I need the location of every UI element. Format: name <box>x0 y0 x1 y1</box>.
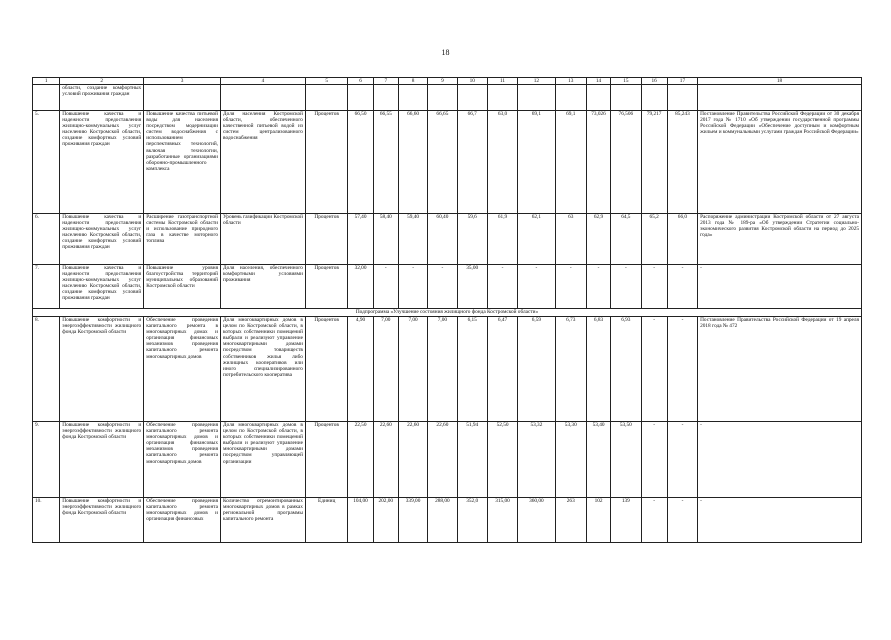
value-cell: 4,90 <box>348 317 373 422</box>
value-cell: 66,7 <box>457 111 487 214</box>
subprogram-title: Подпрограмма «Улучшение состояния жилищного фонда Костромской области» <box>33 309 862 317</box>
table-row <box>33 214 862 265</box>
value-cell: - <box>487 265 517 309</box>
value-cell: 59,40 <box>398 214 427 265</box>
value-cell: 6,83 <box>586 317 610 422</box>
basis-cell: - <box>698 498 862 543</box>
value-cell: 79,217 <box>641 111 667 214</box>
value-cell: 57,40 <box>348 214 373 265</box>
value-cell: 32,00 <box>348 265 373 309</box>
value-cell: 69,1 <box>518 111 555 214</box>
value-cell: - <box>641 498 667 543</box>
value-cell: 52,50 <box>487 422 517 498</box>
value-cell: - <box>641 422 667 498</box>
value-cell: 85,243 <box>667 111 697 214</box>
indicator-cell: Доля населения Костромской области, обеспеченного качественной питьевой водой из систем централизованного водоснабжения <box>221 111 306 214</box>
row-number-cell: 5. <box>33 111 60 214</box>
value-cell: 22,60 <box>373 422 398 498</box>
subprogram-row <box>33 309 862 317</box>
value-cell: - <box>428 265 457 309</box>
column-number-13: 13 <box>555 78 586 85</box>
basis-cell: - <box>698 265 862 309</box>
value-cell: - <box>641 265 667 309</box>
goal-cell: Повышение комфортности и энергоэффективности жилищного фонда Костромской области <box>60 498 144 543</box>
column-number-12: 12 <box>518 78 555 85</box>
value-cell: 62,1 <box>518 214 555 265</box>
column-number-9: 9 <box>428 78 457 85</box>
value-cell: - <box>586 265 610 309</box>
value-cell: 65,2 <box>641 214 667 265</box>
value-cell: 53,50 <box>611 422 641 498</box>
value-cell: 66,50 <box>348 111 373 214</box>
column-number-3: 3 <box>144 78 221 85</box>
row-number-cell: 7. <box>33 265 60 309</box>
column-number-2: 2 <box>60 78 144 85</box>
value-cell: 22,60 <box>428 422 457 498</box>
value-cell: 6,47 <box>487 317 517 422</box>
indicator-cell: Доля многоквартирных домов в целом по Костромской области, в которых собственники помещений выбрали и реализуют управление многоквартирными домами посредством управляющей организации <box>221 422 306 498</box>
value-cell: 102 <box>586 498 610 543</box>
value-cell: 59,6 <box>457 214 487 265</box>
value-cell: - <box>641 317 667 422</box>
table-row <box>33 111 862 214</box>
value-cell: 139 <box>611 498 641 543</box>
value-cell: 64,5 <box>611 214 641 265</box>
column-number-15: 15 <box>611 78 641 85</box>
goal-cell: Повышение качества и надежности предоставления жилищно-коммунальных услуг населению Костромской области, создание комфортных условий проживания граждан <box>60 265 144 309</box>
task-cell: Обеспечение проведения капитального ремонта многоквартирных домов и организация финансовых механизмов проведения капитального ремонта многоквартирных домов <box>144 422 221 498</box>
value-cell: - <box>555 265 586 309</box>
value-cell: - <box>398 265 427 309</box>
value-cell: 66,0 <box>667 214 697 265</box>
goal-cell: Повышение комфортности и энергоэффективности жилищного фонда Костромской области <box>60 422 144 498</box>
value-cell: 61,9 <box>487 214 517 265</box>
value-cell: 53,30 <box>555 422 586 498</box>
value-cell: - <box>518 265 555 309</box>
value-cell: 73,026 <box>586 111 610 214</box>
value-cell: - <box>667 265 697 309</box>
task-cell: Обеспечение проведения капитального ремонта многоквартирных домов и организация финансовых <box>144 498 221 543</box>
value-cell: - <box>611 265 641 309</box>
row-number-cell: 9. <box>33 422 60 498</box>
unit-cell: Процентов <box>305 422 347 498</box>
table-row <box>33 317 862 422</box>
value-cell: 288,00 <box>428 498 457 543</box>
value-cell: 7,00 <box>373 317 398 422</box>
value-cell: 6,15 <box>457 317 487 422</box>
row-number-cell: 8. <box>33 317 60 422</box>
row-number-cell: 6. <box>33 214 60 265</box>
value-cell: 7,00 <box>428 317 457 422</box>
page-number: 18 <box>441 48 450 57</box>
value-cell: 22,60 <box>398 422 427 498</box>
value-cell: 60,40 <box>428 214 457 265</box>
table-row <box>33 85 862 111</box>
goal-cell: Повышение комфортности и энергоэффективности жилищного фонда Костромской области <box>60 317 144 422</box>
basis-cell: Постановление Правительства Российской Федерации от 19 апреля 2018 года № 472 <box>698 317 862 422</box>
indicator-cell: Доля населения, обеспеченного комфортными условиями проживания <box>221 265 306 309</box>
column-number-18: 18 <box>698 78 862 85</box>
goal-cell: области, создание комфортных условий проживания граждан <box>60 85 144 111</box>
value-cell: 202,00 <box>373 498 398 543</box>
column-number-17: 17 <box>667 78 697 85</box>
goal-cell: Повышение качества и надежности предоставления жилищно-коммунальных услуг населению Костромской области, создание комфортных условий проживания граждан <box>60 214 144 265</box>
column-number-10: 10 <box>457 78 487 85</box>
indicator-cell: Уровень газификации Костромской области <box>221 214 306 265</box>
value-cell: 263 <box>555 498 586 543</box>
value-cell: - <box>667 498 697 543</box>
task-cell: Повышение качества питьевой воды для населения посредством модернизации систем водоснабжения с использованием перспективных технологий, включая технологии, разработанные организациями оборонно-промышленного комплекса <box>144 111 221 214</box>
value-cell: 76,506 <box>611 111 641 214</box>
value-cell: 315,00 <box>487 498 517 543</box>
value-cell: 22,50 <box>348 422 373 498</box>
task-cell: Повышение уровня благоустройства территорий муниципальных образований Костромской области <box>144 265 221 309</box>
value-cell: - <box>667 317 697 422</box>
column-number-7: 7 <box>373 78 398 85</box>
column-number-4: 4 <box>221 78 306 85</box>
column-number-1: 1 <box>33 78 60 85</box>
value-cell: - <box>667 422 697 498</box>
value-cell: 51,94 <box>457 422 487 498</box>
value-cell: - <box>373 265 398 309</box>
value-cell: 339,00 <box>398 498 427 543</box>
indicator-cell: Доля многоквартирных домов в целом по Костромской области, в которых собственники помещений выбрали и реализуют управление многоквартирными домами посредством товариществ собственников жилья либо жилищных кооперативов или иного специализированного потребительского кооператива <box>221 317 306 422</box>
value-cell: 360,00 <box>518 498 555 543</box>
value-cell: 62,9 <box>586 214 610 265</box>
value-cell: 53,32 <box>518 422 555 498</box>
column-number-8: 8 <box>398 78 427 85</box>
value-cell: 7,00 <box>398 317 427 422</box>
basis-cell: Постановление Правительства Российской Федерации от 30 декабря 2017 года № 1710 «Об утверждении государственной программы Российской Федерации «Обеспечение доступным и комфортным жильем и коммунальными услугами граждан Российской Федерации» <box>698 111 862 214</box>
value-cell: 66,60 <box>398 111 427 214</box>
column-number-16: 16 <box>641 78 667 85</box>
indicator-cell: Количество отремонтированных многоквартирных домов в рамках региональной программы капитального ремонта <box>221 498 306 543</box>
task-cell: Обеспечение проведения капитального ремонта в многоквартирных домах и организация финансовых механизмов проведения капитального ремонта многоквартирных домов <box>144 317 221 422</box>
value-cell: 6,59 <box>518 317 555 422</box>
value-cell: 63 <box>555 214 586 265</box>
unit-cell: Процентов <box>305 111 347 214</box>
value-cell: 66,65 <box>428 111 457 214</box>
unit-cell: Процентов <box>305 317 347 422</box>
basis-cell: - <box>698 422 862 498</box>
value-cell: 6,93 <box>611 317 641 422</box>
row-number-cell: 10. <box>33 498 60 543</box>
goal-cell: Повышение качества и надежности предоставления жилищно-коммунальных услуг населению Костромской области, создание комфортных условий проживания граждан <box>60 111 144 214</box>
table-row <box>33 265 862 309</box>
value-cell: 35,00 <box>457 265 487 309</box>
basis-cell: Распоряжение администрации Костромской области от 27 августа 2013 года № 189-ра «Об утверждении Стратегии социально-экономического развития Костромской области на период до 2025 года» <box>698 214 862 265</box>
value-cell: 6,73 <box>555 317 586 422</box>
indicators-table <box>32 77 862 543</box>
value-cell: 104,00 <box>348 498 373 543</box>
table-row <box>33 422 862 498</box>
table-row <box>33 498 862 543</box>
column-number-row <box>33 78 862 85</box>
unit-cell: Процентов <box>305 265 347 309</box>
column-number-5: 5 <box>305 78 347 85</box>
task-cell: Расширение газотранспортной системы Костромской области и использование природного газа в качестве моторного топлива <box>144 214 221 265</box>
value-cell: 53,40 <box>586 422 610 498</box>
value-cell: 69,1 <box>555 111 586 214</box>
value-cell: 63,0 <box>487 111 517 214</box>
column-number-11: 11 <box>487 78 517 85</box>
value-cell: 352,0 <box>457 498 487 543</box>
column-number-6: 6 <box>348 78 373 85</box>
unit-cell: Единиц <box>305 498 347 543</box>
unit-cell: Процентов <box>305 214 347 265</box>
value-cell: 58,40 <box>373 214 398 265</box>
value-cell: 66,55 <box>373 111 398 214</box>
column-number-14: 14 <box>586 78 610 85</box>
